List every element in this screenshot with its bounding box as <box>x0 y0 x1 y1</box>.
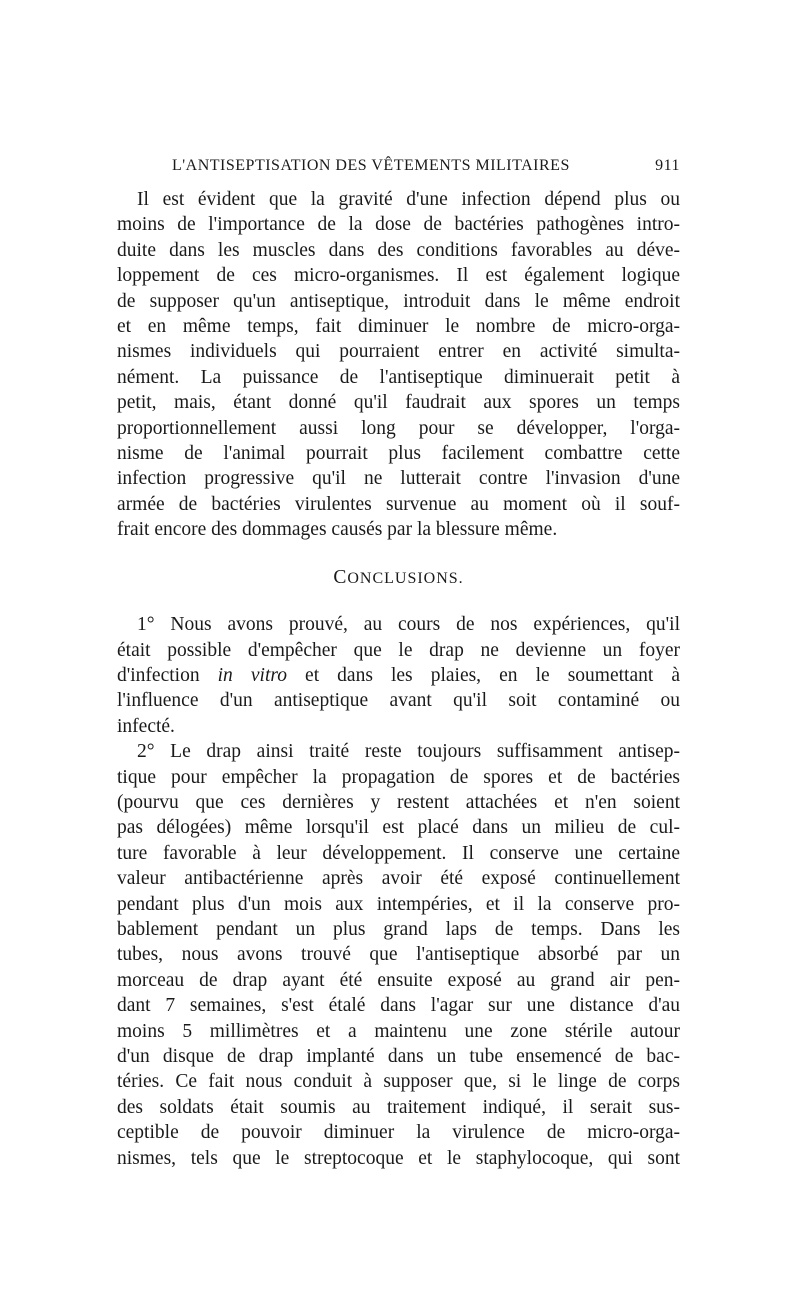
text-line: téries. Ce fait nous conduit à supposer que, si le linge de corps <box>117 1071 680 1093</box>
text-line: des soldats était soumis au traitement indiqué, il serait sus- <box>117 1096 680 1118</box>
text-line: moins 5 millimètres et a maintenu une zone stérile autour <box>117 1020 680 1042</box>
text-line: de supposer qu'un antiseptique, introduit dans le même endroit <box>117 290 680 312</box>
text-line: pas délogées) même lorsqu'il est placé dans un milieu de cul- <box>117 817 680 839</box>
text-line: d'un disque de drap implanté dans un tube ensemencé de bac- <box>117 1046 680 1067</box>
paragraph-1 <box>117 187 680 543</box>
text-line: pendant plus d'un mois aux intempéries, et il la conserve pro- <box>117 893 680 915</box>
text-fragment: d'infection <box>117 664 218 686</box>
page-number: 911 <box>655 157 680 174</box>
text-line: moins de l'importance de la dose de bactéries pathogènes intro- <box>117 214 680 236</box>
text-line: ture favorable à leur développement. Il conserve une certaine <box>117 842 680 864</box>
section-heading: CONCLUSIONS. <box>333 566 464 588</box>
text-line: Il est évident que la gravité d'une infection dépend plus ou <box>137 189 680 210</box>
text-line: 1° Nous avons prouvé, au cours de nos expériences, qu'il <box>137 614 680 636</box>
text-line: proportionnellement aussi long pour se développer, l'orga- <box>117 417 680 439</box>
text-line: petit, mais, étant donné qu'il faudrait aux spores un temps <box>117 392 680 414</box>
text-line: nismes individuels qui pourraient entrer en activité simulta- <box>117 341 680 363</box>
text-line: (pourvu que ces dernières y restent attachées et n'en soient <box>117 791 680 813</box>
text-line: morceau de drap ayant été ensuite exposé au grand air pen- <box>117 969 680 991</box>
text-line: valeur antibactérienne après avoir été exposé continuellement <box>117 868 680 890</box>
text-line: nément. La puissance de l'antiseptique diminuerait petit à <box>117 366 680 388</box>
italic-term: in vitro <box>217 664 287 686</box>
running-title: L'ANTISEPTISATION DES VÊTEMENTS MILITAIRES <box>172 157 570 174</box>
text-line: tubes, nous avons trouvé que l'antiseptique absorbé par un <box>117 944 680 966</box>
text-line: infection progressive qu'il ne lutterait contre l'invasion d'une <box>117 468 680 490</box>
paragraph-conclusion-1 <box>117 612 680 739</box>
text-line: bablement pendant un plus grand laps de temps. Dans les <box>117 918 680 940</box>
text-line: et en même temps, fait diminuer le nombre de micro-orga- <box>117 316 680 338</box>
text-line: duite dans les muscles dans des conditions favorables au déve- <box>117 239 680 261</box>
text-line: ceptible de pouvoir diminuer la virulence de micro-orga- <box>117 1122 680 1144</box>
text-line: frait encore des dommages causés par la blessure même. <box>117 519 558 541</box>
text-line: l'influence d'un antiseptique avant qu'il soit contaminé ou <box>117 690 680 712</box>
text-line: infecté. <box>117 715 175 737</box>
text-fragment: et dans les plaies, en le soumettant à <box>286 664 680 686</box>
text-line: nismes, tels que le streptocoque et le staphylocoque, qui sont <box>117 1147 680 1169</box>
text-line: tique pour empêcher la propagation de spores et de bactéries <box>117 766 680 788</box>
text-line: nisme de l'animal pourrait plus facilement combattre cette <box>117 443 680 465</box>
text-line: dant 7 semaines, s'est étalé dans l'agar sur une distance d'au <box>117 995 680 1017</box>
text-body <box>117 187 680 1171</box>
text-line: était possible d'empêcher que le drap ne devienne un foyer <box>117 639 680 661</box>
running-header <box>160 157 680 181</box>
paragraph-conclusion-2 <box>117 739 680 1171</box>
text-line <box>117 663 680 688</box>
text-line: loppement de ces micro-organismes. Il est également logique <box>117 265 680 287</box>
text-line: 2° Le drap ainsi traité reste toujours suffisamment antisep- <box>137 741 680 763</box>
text-line: armée de bactéries virulentes survenue au moment où il souf- <box>117 493 680 515</box>
